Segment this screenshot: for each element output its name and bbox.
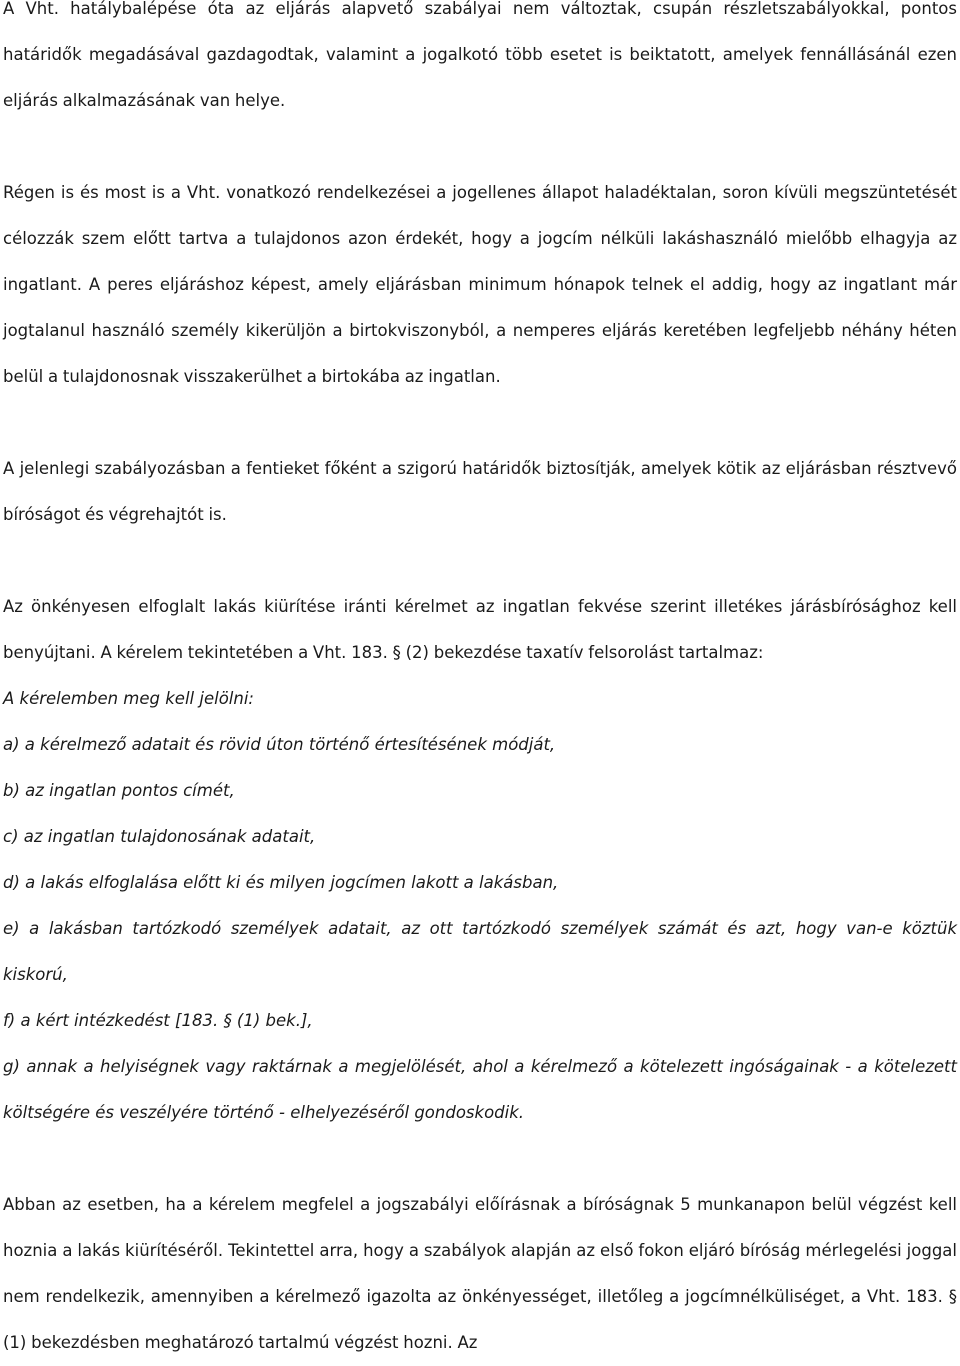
paragraph-spacer [3, 1136, 957, 1182]
paragraph-deadlines: A jelenlegi szabályozásban a fentieket főként a szigorú határidők biztosítják, amelyek kötik az eljárásban résztvevő bíróságot és végrehajtót is. [3, 459, 957, 524]
paragraph-vht-intro: A Vht. hatálybalépése óta az eljárás alapvető szabályai nem változtak, csupán részletszabályokkal, pontos határidők megadásával gazdagodtak, valamint a jogalkotó több esetet is beiktatott, amelyek fennállásánál ezen eljárás alkalmazásának van helye. [3, 0, 957, 110]
list-item-f: f) a kért intézkedést [183. § (1) bek.], [3, 1011, 313, 1030]
paragraph-spacer [3, 124, 957, 170]
paragraph-application: Az önkényesen elfoglalt lakás kiürítése iránti kérelmet az ingatlan fekvése szerint illetékes járásbírósághoz kell benyújtani. A kérelem tekintetében a Vht. 183. § (2) bekezdése taxatív felsorolást tartalmaz: [3, 597, 957, 662]
list-item-b: b) az ingatlan pontos címét, [3, 781, 235, 800]
document-page [3, 0, 957, 1366]
list-item-e: e) a lakásban tartózkodó személyek adatait, az ott tartózkodó személyek számát és azt, hogy van-e köztük kiskorú, [3, 919, 957, 984]
paragraph-spacer [3, 400, 957, 446]
paragraph-spacer [3, 538, 957, 584]
list-item-d: d) a lakás elfoglalása előtt ki és milyen jogcímen lakott a lakásban, [3, 873, 559, 892]
list-item-g: g) annak a helyiségnek vagy raktárnak a megjelölését, ahol a kérelmező a kötelezett ingóságainak - a kötelezett költségére és veszélyére történő - elhelyezéséről gondoskodik. [3, 1057, 957, 1122]
paragraph-purpose: Régen is és most is a Vht. vonatkozó rendelkezései a jogellenes állapot haladéktalan, soron kívüli megszüntetését célozzák szem előtt tartva a tulajdonos azon érdekét, hogy a jogcím nélküli lakáshasználó mielőbb elhagyja az ingatlant. A peres eljáráshoz képest, amely eljárásban minimum hónapok telnek el addig, hogy az ingatlant már jogtalanul használó személy kikerüljön a birtokviszonyból, a nemperes eljárás keretében legfeljebb néhány héten belül a tulajdonosnak visszakerülhet a birtokába az ingatlan. [3, 183, 957, 386]
list-item-c: c) az ingatlan tulajdonosának adatait, [3, 827, 316, 846]
list-item-a: a) a kérelmező adatait és rövid úton történő értesítésének módját, [3, 735, 556, 754]
paragraph-court-decision: Abban az esetben, ha a kérelem megfelel a jogszabályi előírásnak a bíróságnak 5 munkanapon belül végzést kell hoznia a lakás kiürítéséről. Tekintettel arra, hogy a szabályok alapján az első fokon eljáró bíróság mérlegelési joggal nem rendelkezik, amennyiben a kérelmező igazolta az önkényességet, illetőleg a jogcímnélküliséget, a Vht. 183. § (1) bekezdésben meghatározó tartalmú végzést hozni. Az [3, 1195, 957, 1352]
list-intro: A kérelemben meg kell jelölni: [3, 689, 254, 708]
